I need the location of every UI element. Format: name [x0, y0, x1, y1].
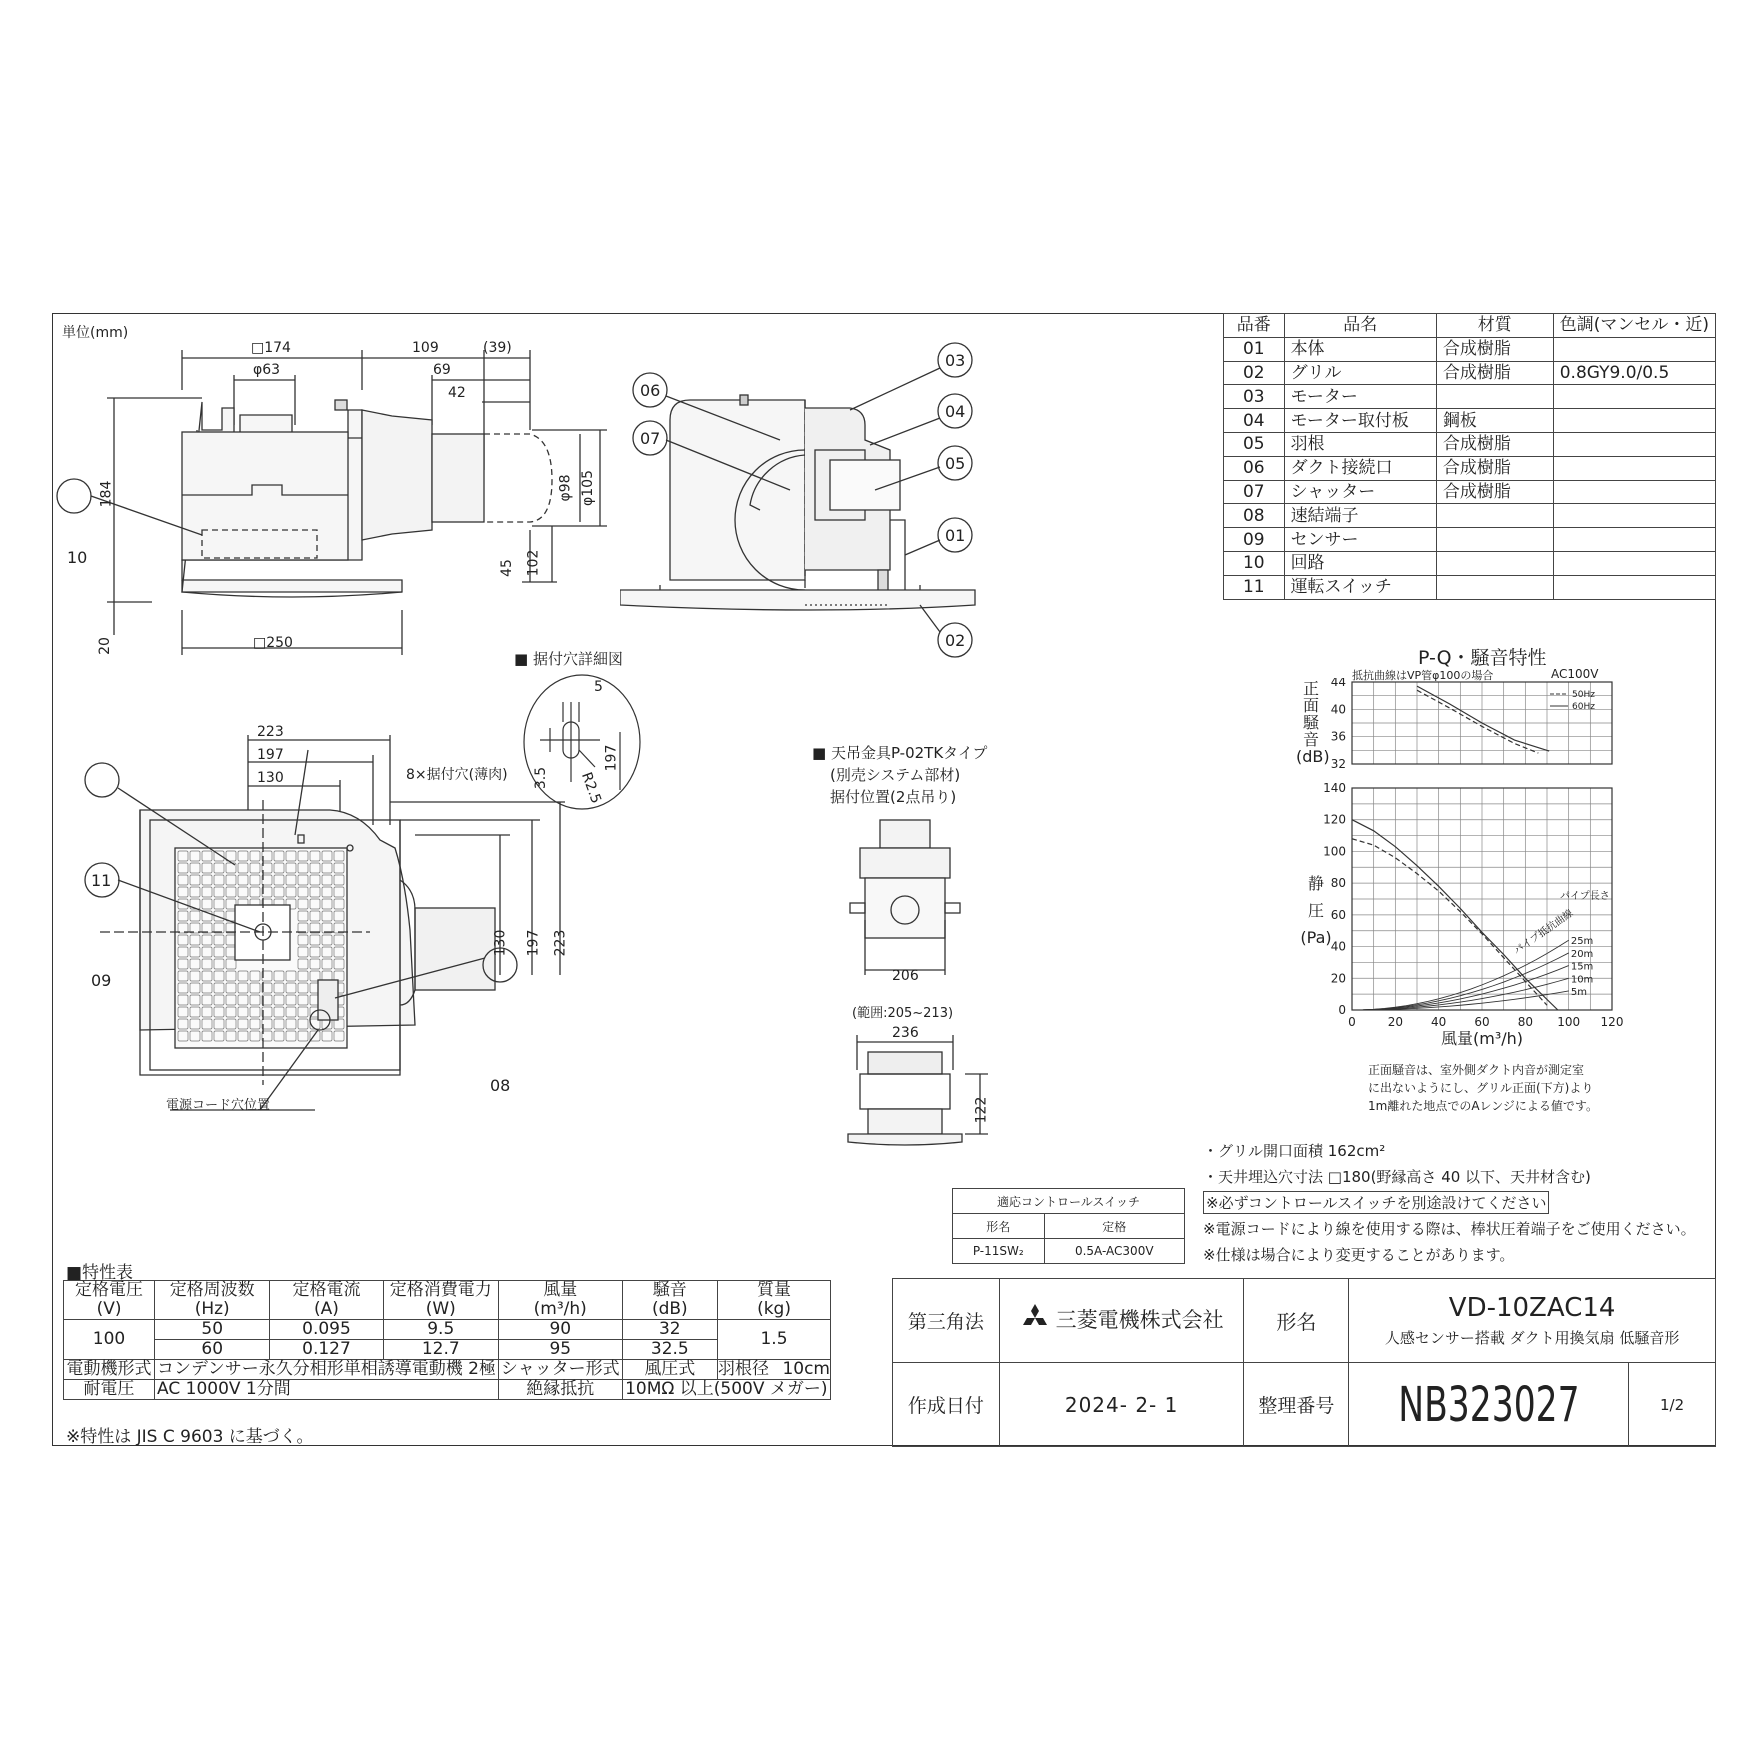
parts-cell: モーター取付板	[1284, 409, 1436, 433]
note-grill-area: ・グリル開口面積 162cm²	[1203, 1142, 1386, 1160]
parts-header: 品名	[1284, 314, 1436, 338]
y-tick-label: 20	[1330, 971, 1346, 986]
chart-note-line: に出ないようにし、グリル正面(下方)より	[1368, 1081, 1594, 1095]
resistance-label: 5m	[1570, 986, 1587, 998]
table-row	[1224, 504, 1716, 528]
dim-duct-d: φ63	[253, 362, 281, 378]
dim-top-width: □174	[251, 340, 291, 356]
hanger-dim-236: 236	[892, 1025, 919, 1041]
spec-header-line: 定格電圧	[75, 1280, 144, 1300]
parts-cell	[1553, 528, 1715, 552]
x-tick-label: 0	[1348, 1015, 1356, 1029]
dim-42: 42	[448, 385, 466, 401]
spec-header-unit: (dB)	[651, 1299, 688, 1319]
spec-voltage: 100	[64, 1320, 155, 1360]
spec-header	[155, 1281, 270, 1320]
parts-cell: 本体	[1284, 337, 1436, 361]
spec-cell: 12.7	[383, 1340, 498, 1360]
parts-header: 品番	[1224, 314, 1285, 338]
parts-cell: 合成樹脂	[1436, 361, 1553, 385]
hole-dim-3-5: 3.5	[533, 766, 550, 790]
parts-header: 色調(マンセル・近)	[1553, 314, 1715, 338]
pq-ylabel-part: (Pa)	[1300, 928, 1332, 947]
parts-cell	[1436, 528, 1553, 552]
tb-company-cell	[999, 1279, 1244, 1363]
parts-cell	[1553, 456, 1715, 480]
dim-20: 20	[96, 637, 113, 655]
note-control-switch: ※必ずコントロールスイッチを別途設けてください	[1203, 1191, 1549, 1214]
parts-cell: 08	[1224, 504, 1285, 528]
resistance-label: 10m	[1570, 974, 1594, 986]
table-row	[1224, 528, 1716, 552]
pq-ylabel-part: 静	[1307, 874, 1324, 893]
chart-note-line: 1m離れた地点でのAレンジによる値です。	[1368, 1099, 1598, 1113]
table-row	[1224, 432, 1716, 456]
legend-label: 50Hz	[1572, 690, 1595, 700]
parts-header: 材質	[1436, 314, 1553, 338]
y-tick-label: 32	[1330, 757, 1346, 771]
y-tick-label: 36	[1330, 729, 1346, 744]
spec-header	[498, 1281, 622, 1320]
tb-number: NB323027	[1377, 1363, 1601, 1447]
spec-cell: 9.5	[383, 1320, 498, 1340]
hole-dim-197: 197	[603, 744, 620, 772]
hole-dim-r2-5: R2.5	[578, 770, 604, 806]
callout-08: 08	[490, 1076, 511, 1095]
parts-cell: 合成樹脂	[1436, 432, 1553, 456]
spec-header-unit: (V)	[96, 1299, 122, 1319]
parts-cell	[1553, 551, 1715, 575]
spec-cell: 32	[622, 1320, 717, 1340]
parts-cell	[1553, 575, 1715, 599]
table-row	[1224, 337, 1716, 361]
parts-cell	[1436, 551, 1553, 575]
parts-cell: 07	[1224, 480, 1285, 504]
tb-projection: 第三角法	[893, 1279, 1000, 1363]
specs-table	[63, 1280, 831, 1400]
parts-cell	[1553, 504, 1715, 528]
resistance-curve-label: パイプ抵抗曲線	[1512, 907, 1576, 957]
spec-cell: 50	[155, 1320, 270, 1340]
motor-label: 電動機形式	[64, 1360, 155, 1380]
pq-series-50Hz	[1352, 839, 1547, 1006]
spec-header	[383, 1281, 498, 1320]
tb-no-label: 整理番号	[1244, 1363, 1349, 1447]
parts-cell: 速結端子	[1284, 504, 1436, 528]
x-tick-label: 40	[1431, 1015, 1447, 1029]
ctrl-h1: 形名	[953, 1214, 1045, 1239]
dim-base-width: □250	[253, 635, 293, 651]
mount-hole-title: ■ 据付穴詳細図	[514, 650, 623, 668]
bot-dim-223: 223	[257, 724, 284, 740]
spec-cell: 90	[498, 1320, 622, 1340]
ctrl-rating: 0.5A-AC300V	[1044, 1239, 1184, 1264]
parts-cell: 02	[1224, 361, 1285, 385]
chart-ac-label: AC100V	[1551, 667, 1599, 681]
parts-cell: 10	[1224, 551, 1285, 575]
resistance-label: 20m	[1570, 948, 1594, 960]
chart-note	[1368, 1061, 1598, 1115]
unit-label: 単位(mm)	[62, 325, 129, 341]
bot-dim-130: 130	[257, 770, 284, 786]
legend-label: 60Hz	[1572, 702, 1595, 712]
noise-ylabel-part: 正	[1302, 679, 1319, 698]
x-tick-label: 100	[1557, 1015, 1581, 1029]
parts-cell: 09	[1224, 528, 1285, 552]
callout-11: 11	[91, 871, 112, 890]
parts-cell	[1553, 480, 1715, 504]
parts-cell	[1553, 337, 1715, 361]
ctrl-h2: 定格	[1044, 1214, 1184, 1239]
dim-39: (39)	[483, 340, 512, 356]
spec-header-line: 質量	[757, 1280, 792, 1300]
y-tick-label: 60	[1330, 907, 1346, 922]
pipe-length-label: パイプ長さ	[1560, 891, 1610, 902]
table-row	[1224, 361, 1716, 385]
dim-45: 45	[498, 559, 515, 577]
insul-label: 絶縁抵抗	[498, 1380, 622, 1400]
x-tick-label: 120	[1600, 1015, 1624, 1029]
noise-ylabel-part: 面	[1302, 696, 1319, 715]
motor-value: コンデンサー永久分相形単相誘導電動機 2極	[155, 1360, 499, 1380]
spec-header-line: 風量	[543, 1280, 578, 1300]
chart-title: P-Q・騒音特性	[1418, 647, 1547, 669]
callout-01: 01	[945, 526, 966, 545]
tb-model: VD-10ZAC14	[1448, 1293, 1616, 1323]
hanger-title: ■ 天吊金具P-02TKタイプ	[812, 744, 988, 762]
parts-cell: 06	[1224, 456, 1285, 480]
hole-dim-5: 5	[594, 679, 603, 695]
parts-cell: シャッター	[1284, 480, 1436, 504]
ctrl-model: P-11SW₂	[953, 1239, 1045, 1264]
tb-company: 三菱電機株式会社	[1055, 1307, 1224, 1332]
table-row	[1224, 409, 1716, 433]
parts-table	[1223, 313, 1716, 600]
spec-header	[64, 1281, 155, 1320]
parts-cell: 05	[1224, 432, 1285, 456]
withstand-label: 耐電圧	[64, 1380, 155, 1400]
spec-header-unit: (Hz)	[194, 1299, 230, 1319]
hanger-dim-206: 206	[892, 968, 919, 984]
hanger-dim-122: 122	[973, 1096, 990, 1124]
withstand-value: AC 1000V 1分間	[155, 1380, 499, 1400]
resistance-label: 15m	[1570, 961, 1594, 973]
parts-cell: 鋼板	[1436, 409, 1553, 433]
spec-cell: 60	[155, 1340, 270, 1360]
y-tick-label: 120	[1323, 812, 1346, 827]
tb-date: 2024- 2- 1	[999, 1363, 1244, 1447]
y-tick-label: 40	[1330, 939, 1346, 954]
hanger-range: (範囲:205~213)	[852, 1006, 954, 1021]
cord-hole-label: 電源コード穴位置	[166, 1098, 271, 1113]
specs-title: ■特性表	[66, 1263, 134, 1283]
table-row	[1224, 575, 1716, 599]
mitsubishi-logo-icon	[1020, 1304, 1050, 1337]
dim-phi98: φ98	[557, 474, 574, 502]
parts-cell: 0.8GY9.0/0.5	[1553, 361, 1715, 385]
title-block	[892, 1278, 1716, 1447]
spec-header	[270, 1281, 383, 1320]
hanger-line2: (別売システム部材)	[830, 766, 961, 784]
spec-header-line: 定格消費電力	[389, 1280, 492, 1300]
tb-model-label: 形名	[1244, 1279, 1349, 1363]
parts-cell	[1553, 432, 1715, 456]
parts-cell: 合成樹脂	[1436, 456, 1553, 480]
spec-header	[622, 1281, 717, 1320]
front-view	[52, 330, 612, 670]
table-row	[1224, 480, 1716, 504]
bot-dim-v223: 223	[552, 929, 569, 957]
resistance-label: 25m	[1570, 936, 1594, 948]
spec-cell: 0.095	[270, 1320, 383, 1340]
parts-cell	[1553, 385, 1715, 409]
spec-header-unit: (A)	[314, 1299, 339, 1319]
dim-102: 102	[525, 549, 542, 577]
y-tick-label: 140	[1323, 781, 1346, 795]
series-line-50Hz	[1417, 690, 1538, 753]
noise-ylabel-part: (dB)	[1296, 747, 1330, 766]
control-switch-table	[952, 1188, 1185, 1264]
bot-dim-v130: 130	[492, 929, 509, 957]
blade-label: 羽根径	[718, 1359, 770, 1379]
chart-subtitle: 抵抗曲線はVP管φ100の場合	[1352, 669, 1494, 682]
parts-cell	[1436, 575, 1553, 599]
dim-69: 69	[433, 362, 451, 378]
specs-footnote: ※特性は JIS C 9603 に基づく。	[66, 1427, 314, 1447]
blade-value: 10cm	[782, 1359, 830, 1379]
parts-cell: 03	[1224, 385, 1285, 409]
parts-cell	[1436, 385, 1553, 409]
parts-cell: グリル	[1284, 361, 1436, 385]
parts-cell: 合成樹脂	[1436, 480, 1553, 504]
spec-cell: 0.127	[270, 1340, 383, 1360]
hanger-line3: 据付位置(2点吊り)	[830, 788, 957, 806]
y-tick-label: 0	[1338, 1003, 1346, 1017]
table-row	[1224, 456, 1716, 480]
callout-10: 10	[67, 548, 88, 567]
noise-chart	[1280, 678, 1630, 778]
spec-header-line: 定格周波数	[169, 1280, 255, 1300]
hole-label: 8×据付穴(薄肉)	[406, 767, 508, 783]
x-tick-label: 60	[1474, 1015, 1490, 1029]
spec-header-unit: (W)	[425, 1299, 456, 1319]
shutter-value: 風圧式	[622, 1360, 717, 1380]
bottom-view	[60, 730, 580, 1120]
callout-06: 06	[640, 381, 661, 400]
x-tick-label: 20	[1387, 1015, 1403, 1029]
section-view	[620, 340, 980, 660]
note-ceiling-hole: ・天井埋込穴寸法 □180(野縁高さ 40 以下、天井材含む)	[1203, 1168, 1591, 1186]
y-tick-label: 44	[1330, 678, 1346, 689]
parts-cell	[1436, 504, 1553, 528]
insul-value: 10MΩ 以上(500V メガー)	[622, 1380, 830, 1400]
tb-date-label: 作成日付	[893, 1363, 1000, 1447]
spec-header	[718, 1281, 831, 1320]
spec-weight: 1.5	[718, 1320, 831, 1360]
pq-ylabel	[1296, 870, 1336, 951]
noise-ylabel-part: 騒	[1302, 713, 1319, 732]
parts-cell: ダクト接続口	[1284, 456, 1436, 480]
dim-184: 184	[98, 480, 115, 508]
y-tick-label: 40	[1330, 702, 1346, 717]
chart-note-line: 正面騒音は、室外側ダクト内音が測定室	[1368, 1063, 1585, 1077]
callout-05: 05	[945, 454, 966, 473]
x-tick-label: 80	[1517, 1015, 1533, 1029]
parts-cell: 回路	[1284, 551, 1436, 575]
parts-cell: 04	[1224, 409, 1285, 433]
callout-04: 04	[945, 402, 966, 421]
callout-07: 07	[640, 429, 661, 448]
y-tick-label: 100	[1323, 844, 1346, 859]
callout-03: 03	[945, 351, 966, 370]
parts-cell: 合成樹脂	[1436, 337, 1553, 361]
bot-dim-v197: 197	[525, 929, 542, 957]
tb-model-cell	[1349, 1279, 1716, 1363]
spec-header-unit: (kg)	[757, 1299, 791, 1319]
callout-02: 02	[945, 631, 966, 650]
callout-09: 09	[91, 971, 112, 990]
dim-109: 109	[412, 340, 439, 356]
tb-desc: 人感センサー搭載 ダクト用換気扇 低騒音形	[1384, 1329, 1680, 1347]
tb-sheet: 1/2	[1629, 1363, 1716, 1447]
parts-cell: モーター	[1284, 385, 1436, 409]
note-power-cord: ※電源コードにより線を使用する際は、棒状圧着端子をご使用ください。	[1203, 1220, 1696, 1238]
parts-cell: 11	[1224, 575, 1285, 599]
parts-cell: 運転スイッチ	[1284, 575, 1436, 599]
spec-header-line: 定格電流	[292, 1280, 361, 1300]
spec-header-unit: (m³/h)	[533, 1299, 587, 1319]
spec-header-line: 騒音	[652, 1280, 687, 1300]
bot-dim-197: 197	[257, 747, 284, 763]
pq-xlabel: 風量(m³/h)	[1441, 1029, 1524, 1048]
parts-cell: センサー	[1284, 528, 1436, 552]
noise-ylabel	[1296, 679, 1330, 766]
noise-ylabel-part: 音	[1302, 730, 1319, 749]
spec-cell: 32.5	[622, 1340, 717, 1360]
dim-phi105: φ105	[579, 470, 596, 506]
spec-cell: 95	[498, 1340, 622, 1360]
pq-ylabel-part: 圧	[1307, 901, 1324, 920]
table-row	[1224, 385, 1716, 409]
table-row	[1224, 551, 1716, 575]
parts-cell	[1553, 409, 1715, 433]
note-spec-change: ※仕様は場合により変更することがあります。	[1203, 1246, 1515, 1264]
shutter-label: シャッター形式	[498, 1360, 622, 1380]
ctrl-title: 適応コントロールスイッチ	[953, 1189, 1185, 1214]
parts-cell: 01	[1224, 337, 1285, 361]
y-tick-label: 80	[1330, 876, 1346, 891]
parts-cell: 羽根	[1284, 432, 1436, 456]
